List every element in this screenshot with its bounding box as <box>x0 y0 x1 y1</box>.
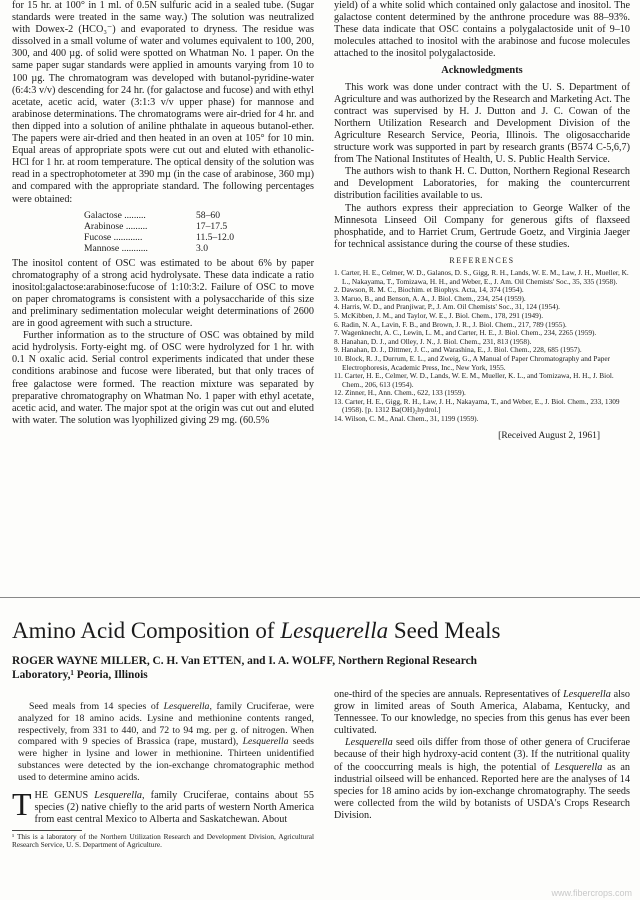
reference-item: 4. Harris, W. D., and Pranjiwar, P., J. Am. Oil Chemists' Soc., 31, 124 (1954). <box>334 302 561 312</box>
acknowledgment-paragraph: The authors wish to thank H. C. Dutton, Northern Regional Research and Development Laboratories, for making the countercurrent distribution facilities available to us. <box>334 166 630 202</box>
sugar-name: Mannose ........... <box>84 242 148 254</box>
intro-paragraph <box>12 785 314 826</box>
sugar-name: Fucose ............ <box>84 231 143 243</box>
drop-cap: T <box>12 785 32 822</box>
section-divider <box>0 597 640 598</box>
left-column-bottom <box>12 701 314 850</box>
paragraph-inositol: The inositol content of OSC was estimated to be about 6% by paper chromatography of a strong acid hydrolysate. These data indicate a ratio inositol:galactose:arabinose:fucose of 1:10:3:2. Failure of OSC to move on paper chromatograms is consistent with a polysaccharide of this size and preliminary sedimentation molecular weight determinations of 2600 are in good agreement with such a structure. <box>12 257 314 330</box>
acknowledgment-paragraph: The authors express their appreciation to George Walker of the Minnesota Linseed Oil Company for generous gifts of flaxseed phosphatide, and to Harriet Crum, Gertrude Goetz, and Virginia Jaeger for technical assistance during the course of these studies. <box>334 202 630 250</box>
sugar-percentage: 58–60 <box>196 209 220 221</box>
sugar-name: Arabinose ......... <box>84 220 148 232</box>
percentage-row <box>84 210 234 221</box>
reference-item: 3. Maruo, B., and Benson, A. A., J. Biol. Chem., 234, 254 (1959). <box>334 293 526 303</box>
references-list <box>334 269 630 424</box>
title-text: Seed Meals <box>388 618 501 643</box>
left-column-top <box>12 0 314 427</box>
paragraph-yield: yield) of a white solid which contained only galactose and inositol. The galactose content determined by the anthrone procedure was 88–93%. These data indicate that OSC contains a polygalactoside unit of 9–10 molecules attached to inositol with the arabinose and fucose molecules attached to the inositol polygalactoside. <box>334 0 630 60</box>
reference-item: 11. Carter, H. E., Celmer, W. D., Lands, W. E. M., Mueller, K. L., and Tomizawa, H. H., J. Biol. Chem., 206, 613 (1954). <box>334 371 614 389</box>
paragraph-distribution: one-third of the species are annuals. Representatives of Lesquerella also grow in limited areas of South America, Alabama, Kentucky, and Tennessee. To our knowledge, no species from this genus has ever been cultivated. <box>334 689 630 737</box>
article-authors: ROGER WAYNE MILLER, C. H. Van ETTEN, and I. A. WOLFF, Northern Regional Research Laboratory,¹ Peoria, Illinois <box>12 655 477 681</box>
acknowledgments-heading: Acknowledgments <box>441 65 523 77</box>
reference-item: 10. Block, R. J., Durrum, E. L., and Zweig, G., A Manual of Paper Chromatography and Paper Electrophoresis, Academic Press, Inc., New York, 1955. <box>334 353 611 372</box>
footnote-rule <box>12 830 82 831</box>
reference-item: 9. Hanahan, D. J., Dittmer, J. C., and Warashina, E., J. Biol. Chem., 228, 685 (1957). <box>334 345 582 355</box>
acknowledgment-paragraph: This work was done under contract with the U. S. Department of Agriculture and was authorized by the Research and Marketing Act. The contract was supervised by H. J. Dutton and J. C. Cowan of the Northern Utilization Research and Development Division of the Agriculture Research Service, Peoria, Illinois. The oligosaccharide structure work was supported in part by research grants (B574 C-5,6,7) from The National Institutes of Health, U. S. Public Health Service. <box>334 81 630 166</box>
percentage-row <box>84 243 234 254</box>
reference-item: 7. Wagenknecht, A. C., Lewin, L. M., and Carter, H. E., J. Biol. Chem., 234, 2265 (1959). <box>334 328 597 338</box>
references-heading: REFERENCES <box>449 255 515 265</box>
received-date: [Received August 2, 1961] <box>498 430 600 441</box>
footnote: ¹ This is a laboratory of the Northern Utilization Research and Development Division, Agricultural Research Service, U. S. Department of Agriculture. <box>12 831 314 850</box>
percentage-row <box>84 232 234 243</box>
reference-item: 8. Hanahan, D. J., and Olley, J. N., J. Biol. Chem., 231, 813 (1958). <box>334 336 532 346</box>
watermark: www.fibercrops.com <box>551 888 632 898</box>
intro-text: HE GENUS Lesquerella, family Cruciferae, contains about 55 species (2) native chiefly to the arid parts of western North America from east central Mexico to Alberta and Saskatchewan. About <box>34 789 314 825</box>
sugar-percentage: 11.5–12.0 <box>196 231 235 243</box>
sugar-percentage: 17–17.5 <box>196 220 228 232</box>
reference-item: 6. Radin, N. A., Lavin, F. B., and Brown, J. R., J. Biol. Chem., 217, 789 (1955). <box>334 319 567 329</box>
percentage-row <box>84 221 234 232</box>
reference-item: 14. Wilson, C. M., Anal. Chem., 31, 1199 (1959). <box>334 414 479 424</box>
sugar-percentage: 3.0 <box>196 242 208 254</box>
right-column-top <box>334 0 630 442</box>
paragraph-method: for 15 hr. at 100° in 1 ml. of 0.5N sulfuric acid in a sealed tube. (Sugar standards were treated in the same way.) The solution was neutralized with Dowex-2 (HCO₃⁻) and evaporated to dryness. The residue was dissolved in a small volume of water and volumes equivalent to 100, 200, 300, and 400 µg. of solid were spotted on Whatman No. 1 paper. On the same paper sugar standards were applied in amounts varying from 10 to 100 µg. The chromatogram was developed with butanol-pyridine-water (6:4:3 v/v) descending for 24 hr. (for galactose and fucose) and with ethyl acetate, acetic acid, water (3:1:3 v/v upper phase) for mannose and arabinose determinations. The chromatograms were air-dried for 4 hr. and then dipped into a solution of aniline phthalate in aqueous butanol-ether. The papers were air-dried and then heated in an oven at 105° for 10 min. Equal areas of appropriate spots were cut out and eluted with ethanolic-HCl for 1 hr. at room temperature. The optical density of the solution was read in a spectrophotometer at 390 mµ (in the case of arabinose, 360 mµ) and compared with the appropriate standard. The following percentages were obtained: <box>12 0 314 205</box>
reference-item: 13. Carter, H. E., Gigg, R. H., Law, J. H., Nakayama, T., and Weber, E., J. Biol. Chem., 233, 1309 (1958). [p. 1312 Ba(OH)₂hydrol.] <box>334 396 620 415</box>
paragraph-seed-oils: Lesquerella seed oils differ from those of other genera of Cruciferae because of their high hydroxy-acid content (3). If the nutritional quality of the cooccurring meals is high, the potential of Lesquerella as an industrial oilseed will be enhanced. Reported here are the analyses of 14 species for 18 amino acids by ion-exchange chromatography. The seeds were collected from the wild by botanists of USDA's Crops Research Division. <box>334 737 630 821</box>
right-column-bottom <box>334 689 630 822</box>
title-genus: Lesquerella <box>280 618 389 643</box>
title-text: Amino Acid Composition of <box>12 618 281 643</box>
reference-item: 2. Dawson, R. M. C., Biochim. et Biophys. Acta, 14, 374 (1954). <box>334 285 524 295</box>
reference-item: 12. Zinner, H., Ann. Chem., 622, 133 (1959). <box>334 388 466 398</box>
sugar-percentages-table <box>84 210 234 254</box>
sugar-name: Galactose ......... <box>84 209 146 221</box>
paragraph-hydrolysis: Further information as to the structure of OSC was obtained by mild acid hydrolysis. Forty-eight mg. of OSC were hydrolyzed for 1 hr. with 0.1 N oxalic acid. Serial control experiments indicated that under these conditions arabinose and fucose were liberated, but that only traces of free galactose were formed. The reaction mixture was separated by preparative chromatography on Whatman No. 1 paper with ethyl acetate, acetic acid, and water. The major spot at the origin was cut out and eluted with water. The solution was lyophilized giving 29 mg. (60.5% <box>12 330 314 426</box>
article-title <box>12 617 632 645</box>
reference-item: 5. McKibben, J. M., and Taylor, W. E., J. Biol. Chem., 178, 291 (1949). <box>334 310 544 320</box>
abstract: Seed meals from 14 species of Lesquerella, family Cruciferae, were analyzed for 18 amino acids. Lysine and methionine contents ranged, respectively, from 331 to 440, and 72 to 94 mg. per g. of nitrogen. When compared with 9 species of Brassica (rape, mustard), Lesquerella seeds were higher in lysine and lower in methionine. Thirteen unidentified substances were detected by the ion-exchange chromatographic method used to determine amino acids. <box>18 701 314 783</box>
reference-item: 1. Carter, H. E., Celmer, W. D., Galanos, D. S., Gigg, R. H., Lands, W. E. M., Law, J. H., Mueller, K. L., Nakayama, T., Tomizawa, H. H., and Weber, E., J. Am. Oil Chemists' Soc., 35, 335 (1958). <box>334 267 629 286</box>
